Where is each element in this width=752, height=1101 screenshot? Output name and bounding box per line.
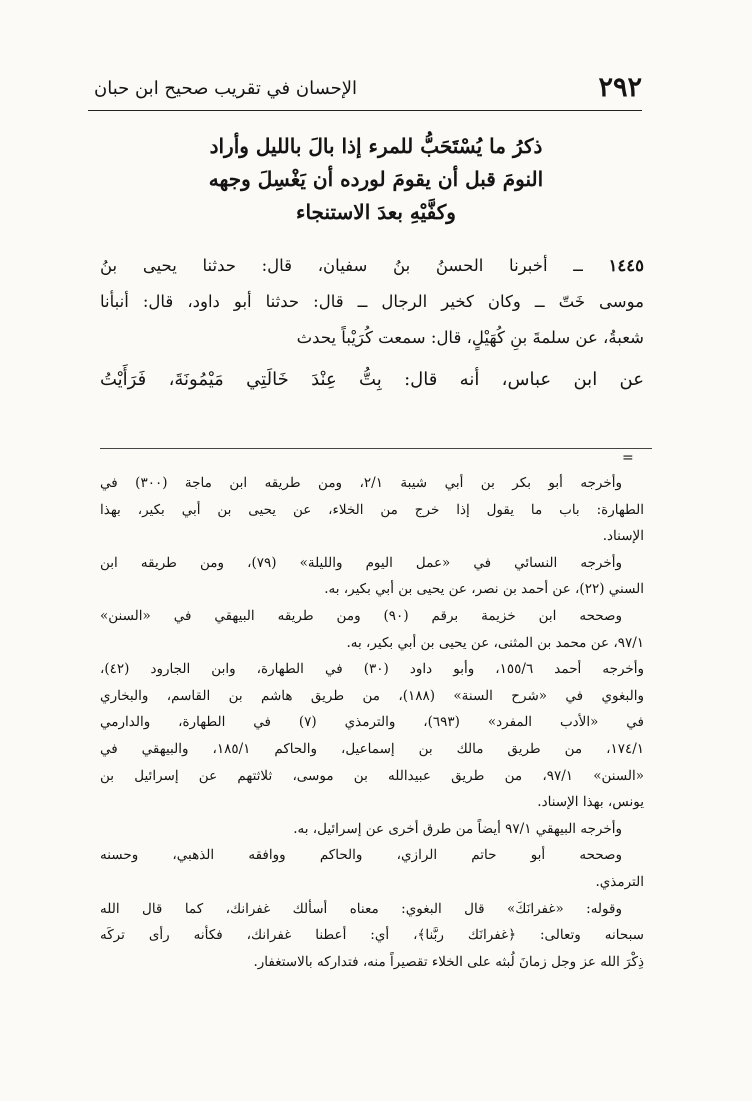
chapter-title-line: النومَ قبل أن يقومَ لورده أن يَغْسِلَ وجهه — [208, 167, 544, 191]
footnote-line: «السنن» ٩٧/١، من طريق عبيدالله بن موسى، ثلاثتهم عن إسرائيل بن — [100, 767, 644, 784]
page-number: ٢٩٢ — [598, 72, 642, 103]
page-header — [88, 70, 642, 111]
footnote-line: يونس، بهذا الإسناد. — [537, 794, 644, 811]
hadith-line: عن ابن عباس، أنه قال: بِتُّ عِنْدَ خَالَتِي مَيْمُونَةَ، فَرَأَيْتُ — [100, 369, 644, 390]
chapter-title — [150, 130, 602, 229]
footnote-line: السني (٢٢)، عن أحمد بن نصر، عن يحيى بن أبي بكير، به. — [324, 581, 644, 598]
hadith-line — [100, 248, 644, 284]
footnote-separator — [100, 448, 652, 449]
chapter-title-line: وكفَّيْهِ بعدَ الاستنجاء — [296, 200, 456, 224]
hadith-number: ١٤٤٥ — [608, 256, 644, 275]
hadith-text — [100, 248, 644, 398]
hadith-line: شعبةُ، عن سلمةَ بنِ كُهَيْلٍ، قال: سمعت كُرَيْباً يحدث — [296, 328, 644, 347]
footnote-line: وأخرجه أبو بكر بن أبي شيبة ٢/١، ومن طريقه ابن ماجة (٣٠٠) في — [100, 475, 622, 491]
hadith-line-text: ــ أخبرنا الحسنُ بنُ سفيان، قال: حدثنا يحيى بنُ — [100, 256, 583, 275]
footnote-line: وأخرجه النسائي في «عمل اليوم والليلة» (٧٩)، ومن طريقه ابن — [100, 554, 622, 571]
footnote-line: ذِكْرَ الله عز وجل زمانَ لُبثه على الخلاء تقصيراً منه، فتداركه بالاستغفار. — [253, 953, 644, 970]
footnote-line: وقوله: «غفرانَكَ» قال البغوي: معناه أسألك غفرانك، كما قال الله — [100, 900, 622, 917]
footnote-line: وصححه ابن خزيمة برقم (٩٠) ومن طريقه البيهقي في «السنن» — [100, 607, 622, 624]
footnote-line: الترمذي. — [595, 873, 644, 890]
footnote-line: ١٧٤/١، من طريق مالك بن إسماعيل، والحاكم ١٨٥/١، والبيهقي في — [100, 740, 644, 757]
footnote-line: وصححه أبو حاتم الرازي، والحاكم ووافقه الذهبي، وحسنه — [100, 847, 622, 864]
footnote-line: سبحانه وتعالى: ﴿غفرانَك ربَّنا﴾، أي: أعطنا غفرانك، فكأنه رأى تركَه — [100, 927, 644, 944]
footnote-line: وأخرجه البيهقي ٩٧/١ أيضاً من طرق أخرى عن إسرائيل، به. — [293, 820, 622, 837]
hadith-line: موسى خَتّ ــ وكان كخير الرجال ــ قال: حدثنا أبو داود، قال: أنبأنا — [100, 292, 644, 311]
footnote-line: في «الأدب المفرد» (٦٩٣)، والترمذي (٧) في الطهارة، والدارمي — [100, 714, 644, 731]
chapter-title-line: ذكرُ ما يُسْتَحَبُّ للمرء إذا بالَ بالليل وأراد — [209, 134, 543, 158]
footnote-line: الطهارة: باب ما يقول إذا خرج من الخلاء، عن يحيى بن أبي بكير، بهذا — [100, 501, 644, 518]
footnote-line: ٩٧/١، عن محمد بن المثنى، عن يحيى بن أبي بكير، به. — [346, 634, 644, 651]
running-title: الإحسان في تقريب صحيح ابن حبان — [94, 78, 358, 99]
continuation-mark: = — [622, 450, 634, 466]
footnotes — [100, 470, 644, 975]
footnote-line: الإسناد. — [602, 528, 644, 545]
footnote-line: والبغوي في «شرح السنة» (١٨٨)، من طريق هاشم بن القاسم، والبخاري — [100, 687, 644, 704]
footnote-line: وأخرجه أحمد ١٥٥/٦، وأبو داود (٣٠) في الطهارة، وابن الجارود (٤٢)، — [100, 661, 644, 678]
